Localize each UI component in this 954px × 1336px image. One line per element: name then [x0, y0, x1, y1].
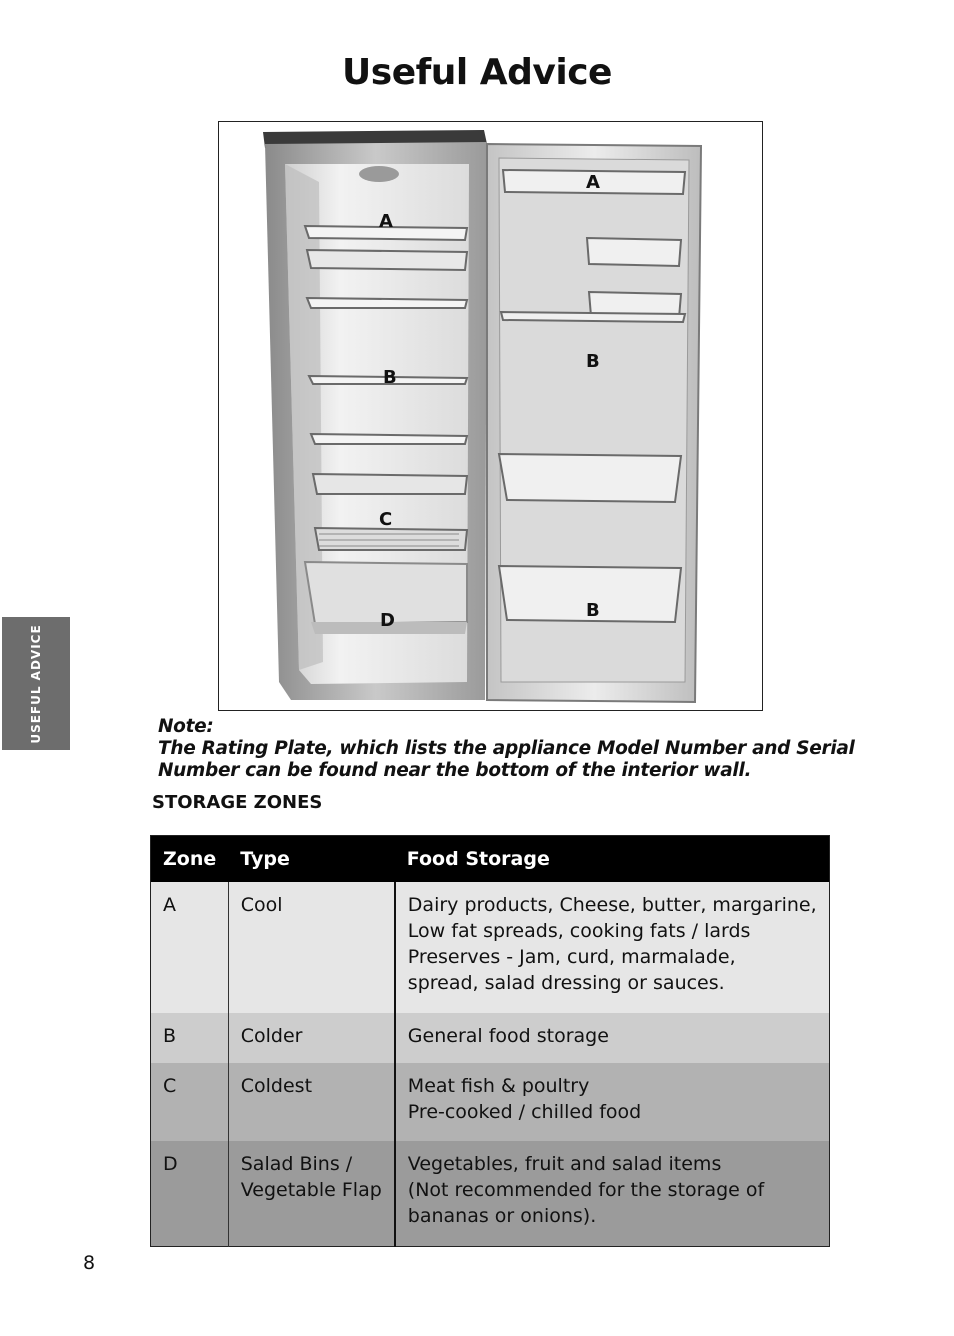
zone-cell: C [151, 1063, 229, 1141]
side-tab-label: USEFUL ADVICE [29, 623, 43, 744]
note [158, 716, 855, 782]
zone-label-interior-c: C [379, 509, 393, 530]
storage-zones-heading: STORAGE ZONES [152, 792, 323, 813]
table-row [151, 1063, 830, 1141]
table-header-row [151, 836, 830, 883]
type-cell: Coldest [228, 1063, 395, 1141]
zone-cell: B [151, 1013, 229, 1063]
side-tab [2, 617, 70, 750]
note-line-2: Number can be found near the bottom of the interior wall. [158, 760, 752, 781]
note-line-1: The Rating Plate, which lists the appliance Model Number and Serial [158, 738, 855, 759]
column-header-type: Type [228, 836, 395, 883]
zone-label-door-a: A [586, 172, 600, 193]
zone-label-interior-d: D [380, 610, 395, 631]
zone-label-interior-a: A [379, 211, 393, 232]
table-row [151, 1141, 830, 1247]
zone-cell: A [151, 882, 229, 1013]
food-storage-cell: Vegetables, fruit and salad items (Not recommended for the storage of bananas or onions). [395, 1141, 829, 1247]
page-number: 8 [83, 1252, 96, 1274]
zone-label-interior-b: B [383, 367, 397, 388]
type-cell: Cool [228, 882, 395, 1013]
page-title: Useful Advice [342, 52, 612, 93]
food-storage-cell: Meat fish & poultry Pre-cooked / chilled food [395, 1063, 829, 1141]
zone-cell: D [151, 1141, 229, 1247]
food-storage-cell: Dairy products, Cheese, butter, margarine, Low fat spreads, cooking fats / lards Preserves - Jam, curd, marmalade, spread, salad dressing or sauces. [395, 882, 829, 1013]
food-storage-cell: General food storage [395, 1013, 829, 1063]
table-row [151, 882, 830, 1013]
zone-label-door-b-upper: B [586, 351, 600, 372]
storage-zones-table [150, 835, 830, 1247]
zone-label-door-b-lower: B [586, 600, 600, 621]
fridge-illustration [218, 121, 763, 711]
column-header-zone: Zone [151, 836, 229, 883]
fridge-drawing [219, 122, 762, 710]
type-cell: Salad Bins / Vegetable Flap [228, 1141, 395, 1247]
note-heading: Note: [158, 716, 214, 737]
table-row [151, 1013, 830, 1063]
type-cell: Colder [228, 1013, 395, 1063]
column-header-food-storage: Food Storage [395, 836, 829, 883]
